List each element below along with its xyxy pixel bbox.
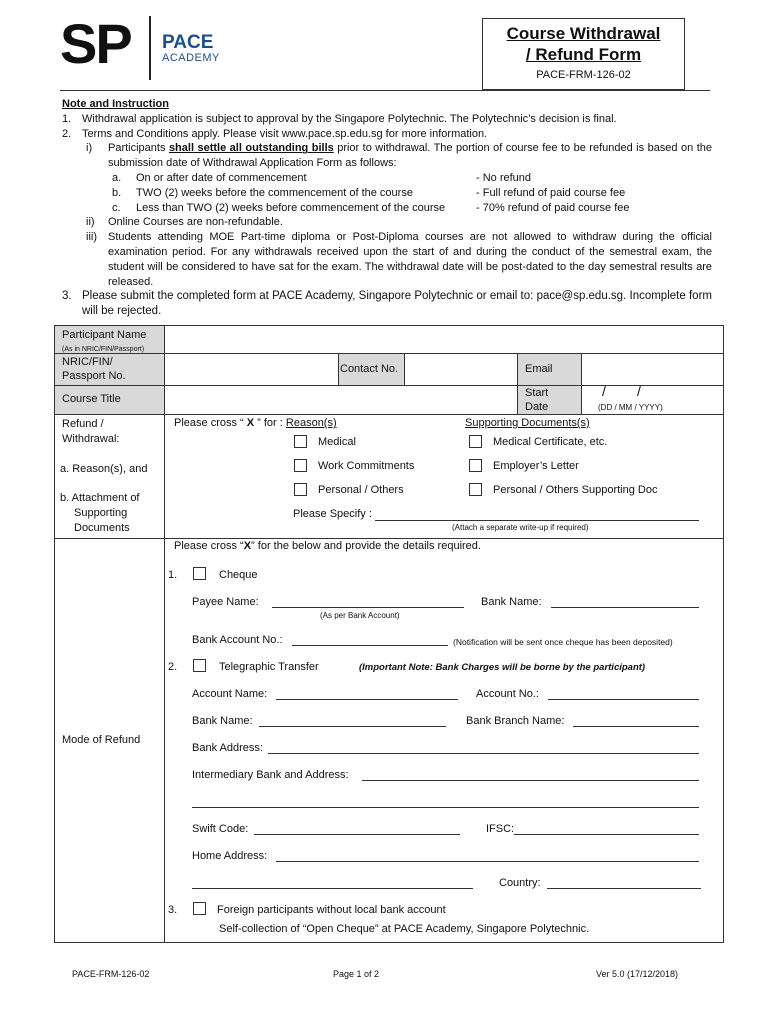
- form-code: PACE-FRM-126-02: [536, 69, 631, 81]
- instruction-iii-num: iii): [86, 231, 97, 244]
- form-title-box: [482, 18, 685, 90]
- instruction-iii-text: Students attending MOE Part-time diploma or Post-Diploma courses are not allowed to withdraw during the official examination period. For any withdrawals received upon the start of and during the conduct of the semestral exam, the student will be considered to have sat for the exam. The withdrawal date will be post-dated to the day semestral results are released.: [108, 231, 712, 288]
- specify-label: Please Specify :: [293, 508, 372, 520]
- intermediary-label: Intermediary Bank and Address:: [192, 769, 349, 781]
- mode-x: X: [243, 540, 252, 552]
- reason-personal-label: Personal / Others: [318, 484, 404, 496]
- nric-label-1: NRIC/FIN/: [62, 356, 113, 368]
- account-name-line[interactable]: [276, 699, 458, 700]
- instruction-i-bold: shall settle all outstanding bills: [168, 142, 334, 155]
- payee-line[interactable]: [272, 607, 464, 608]
- instruction-1: [62, 112, 712, 127]
- tt-bank-name-line[interactable]: [259, 726, 446, 727]
- bank-address-label: Bank Address:: [192, 742, 263, 754]
- cheque-label: Cheque: [219, 569, 258, 581]
- refund-rule-a: [62, 171, 712, 186]
- footer-form-code: PACE-FRM-126-02: [72, 969, 150, 979]
- refund-rule-b: [62, 186, 712, 201]
- rule-c-result: - 70% refund of paid course fee: [476, 201, 630, 214]
- cheque-bank-name-label: Bank Name:: [481, 596, 542, 608]
- support-work-label: Employer’s Letter: [493, 460, 579, 472]
- date-format-hint: (DD / MM / YYYY): [598, 403, 663, 412]
- support-personal-checkbox[interactable]: [469, 483, 482, 496]
- instruction-ii-text: Online Courses are non-refundable.: [108, 216, 283, 229]
- reason-label: a. Reason(s), and: [60, 463, 148, 475]
- support-medical-checkbox[interactable]: [469, 435, 482, 448]
- bank-address-line[interactable]: [268, 753, 699, 754]
- cheque-bank-name-line[interactable]: [551, 607, 699, 608]
- row-line-1: [55, 353, 723, 354]
- rule-c-text: Less than TWO (2) weeks before commencement of the course: [136, 201, 446, 214]
- contact-label: Contact No.: [340, 363, 399, 375]
- reason-personal-checkbox[interactable]: [294, 483, 307, 496]
- home-address-label: Home Address:: [192, 850, 268, 862]
- form-title-line1: Course Withdrawal: [506, 24, 661, 43]
- support-medical-label: Medical Certificate, etc.: [493, 436, 608, 448]
- refund-rule-c: [62, 201, 712, 216]
- academy-logo-text: ACADEMY: [162, 52, 220, 64]
- instructions-section: [62, 97, 712, 319]
- instruction-3-num: 3.: [62, 290, 72, 303]
- bank-account-line[interactable]: [292, 645, 448, 646]
- email-label: Email: [525, 363, 553, 375]
- foreign-checkbox[interactable]: [193, 902, 206, 915]
- col-line-contact-left: [338, 354, 339, 385]
- attach-note: (Attach a separate write-up if required): [452, 523, 589, 532]
- form-table: [54, 325, 724, 943]
- reason-work-label: Work Commitments: [318, 460, 415, 472]
- attach-label-2: Supporting: [74, 507, 128, 519]
- instruction-3: [62, 289, 712, 319]
- footer-version: Ver 5.0 (17/12/2018): [596, 969, 679, 979]
- payee-label: Payee Name:: [192, 596, 259, 608]
- attach-label-3: Documents: [74, 522, 130, 534]
- intermediary-line-2[interactable]: [192, 807, 699, 808]
- rule-b-text: TWO (2) weeks before the commencement of the course: [136, 186, 413, 199]
- instruction-i-num: i): [86, 142, 93, 155]
- nric-label-2: Passport No.: [62, 370, 126, 382]
- support-work-checkbox[interactable]: [469, 459, 482, 472]
- option-2-num: 2.: [168, 661, 178, 673]
- refund-label-2: Withdrawal:: [62, 433, 120, 445]
- tt-note: (Important Note: Bank Charges will be borne by the participant): [359, 662, 646, 673]
- mode-of-refund-label: Mode of Refund: [62, 734, 141, 746]
- option-3-num: 3.: [168, 904, 178, 916]
- support-heading: Supporting Documents(s): [465, 417, 590, 429]
- mode-pre: Please cross “: [174, 540, 244, 552]
- instruction-1-num: 1.: [62, 112, 72, 125]
- rule-c-num: c.: [112, 201, 121, 214]
- instruction-2: [62, 127, 712, 142]
- rule-b-result: - Full refund of paid course fee: [476, 186, 626, 199]
- reasons-heading: Reason(s): [285, 417, 337, 429]
- instruction-2-num: 2.: [62, 127, 72, 140]
- start-date-label-1: Start: [525, 387, 549, 399]
- instruction-1-text: Withdrawal application is subject to approval by the Singapore Polytechnic. The Polytechnic’s decision is final.: [82, 112, 617, 125]
- option-1-num: 1.: [168, 569, 178, 581]
- col-line-contact-right: [404, 354, 405, 385]
- mode-post: ” for the below and provide the details required.: [251, 540, 481, 552]
- cheque-checkbox[interactable]: [193, 567, 206, 580]
- rule-a-result: - No refund: [476, 171, 532, 184]
- reason-work-checkbox[interactable]: [294, 459, 307, 472]
- tt-label: Telegraphic Transfer: [219, 661, 319, 673]
- payee-note: (As per Bank Account): [320, 611, 400, 620]
- rule-a-text: On or after date of commencement: [136, 171, 307, 184]
- instruction-ii: [62, 215, 712, 230]
- rule-a-num: a.: [112, 171, 122, 184]
- intermediary-line-1[interactable]: [362, 780, 699, 781]
- pace-logo-text: PACE: [162, 32, 214, 53]
- cross-x: X: [246, 417, 255, 429]
- instruction-i-post: prior to withdrawal. The portion of course fee to be refunded is based on the submission date of Withdrawal Application Form as follows:: [108, 142, 712, 170]
- bank-account-label: Bank Account No.:: [192, 634, 283, 646]
- reason-medical-label: Medical: [318, 436, 356, 448]
- start-date-label-2: Date: [525, 401, 549, 413]
- course-title-label: Course Title: [62, 393, 121, 405]
- refund-label-1: Refund /: [62, 418, 104, 430]
- bank-branch-line[interactable]: [573, 726, 699, 727]
- support-personal-label: Personal / Others Supporting Doc: [493, 484, 658, 496]
- logo-divider: [149, 16, 151, 80]
- date-slashes: / /: [602, 383, 641, 399]
- cross-pre: Please cross “: [174, 417, 247, 429]
- self-collect-label: Self-collection of “Open Cheque” at PACE Academy, Singapore Polytechnic.: [219, 923, 590, 935]
- tt-checkbox[interactable]: [193, 659, 206, 672]
- instructions-heading: Note and Instruction: [62, 98, 169, 110]
- rule-b-num: b.: [112, 186, 122, 199]
- ifsc-line[interactable]: [514, 834, 699, 835]
- country-label: Country:: [499, 877, 541, 889]
- col-line-email-right: [581, 354, 582, 414]
- instruction-ii-num: ii): [86, 216, 95, 229]
- col-line-email-left: [517, 354, 518, 414]
- swift-label: Swift Code:: [192, 823, 249, 835]
- swift-line[interactable]: [254, 834, 460, 835]
- col-line-1: [164, 326, 165, 942]
- instruction-i: [62, 141, 712, 171]
- account-name-label: Account Name:: [192, 688, 268, 700]
- participant-name-label: Participant Name: [62, 329, 147, 341]
- attach-label-1: b. Attachment of: [60, 492, 140, 504]
- home-address-line-2[interactable]: [192, 888, 473, 889]
- mode-instruction: [174, 539, 481, 553]
- instruction-iii: [62, 230, 712, 289]
- cross-instruction: [174, 416, 337, 430]
- ifsc-label: IFSC:: [486, 823, 515, 835]
- form-title: [483, 23, 684, 65]
- participant-name-sublabel: (As in NRIC/FIN/Passport): [62, 346, 145, 353]
- footer-page-number: Page 1 of 2: [333, 969, 380, 979]
- form-title-line2: / Refund Form: [525, 45, 642, 64]
- instruction-i-pre: Participants: [108, 142, 169, 155]
- cross-post: ” for :: [254, 417, 283, 429]
- bank-branch-label: Bank Branch Name:: [466, 715, 565, 727]
- foreign-label: Foreign participants without local bank account: [217, 904, 446, 916]
- bank-account-note: (Notification will be sent once cheque has been deposited): [453, 637, 673, 647]
- reason-medical-checkbox[interactable]: [294, 435, 307, 448]
- instruction-2-text: Terms and Conditions apply. Please visit www.pace.sp.edu.sg for more information.: [82, 127, 488, 140]
- sp-logo-letters: SP: [60, 12, 131, 75]
- country-line[interactable]: [547, 888, 701, 889]
- account-no-label: Account No.:: [476, 688, 539, 700]
- tt-bank-name-label: Bank Name:: [192, 715, 253, 727]
- instruction-3-text: Please submit the completed form at PACE Academy, Singapore Polytechnic or email to: pace@sp.edu.sg. Incomplete form will be rejected.: [82, 290, 712, 318]
- account-no-line[interactable]: [548, 699, 699, 700]
- home-address-line[interactable]: [276, 861, 699, 862]
- header-rule: [60, 90, 710, 91]
